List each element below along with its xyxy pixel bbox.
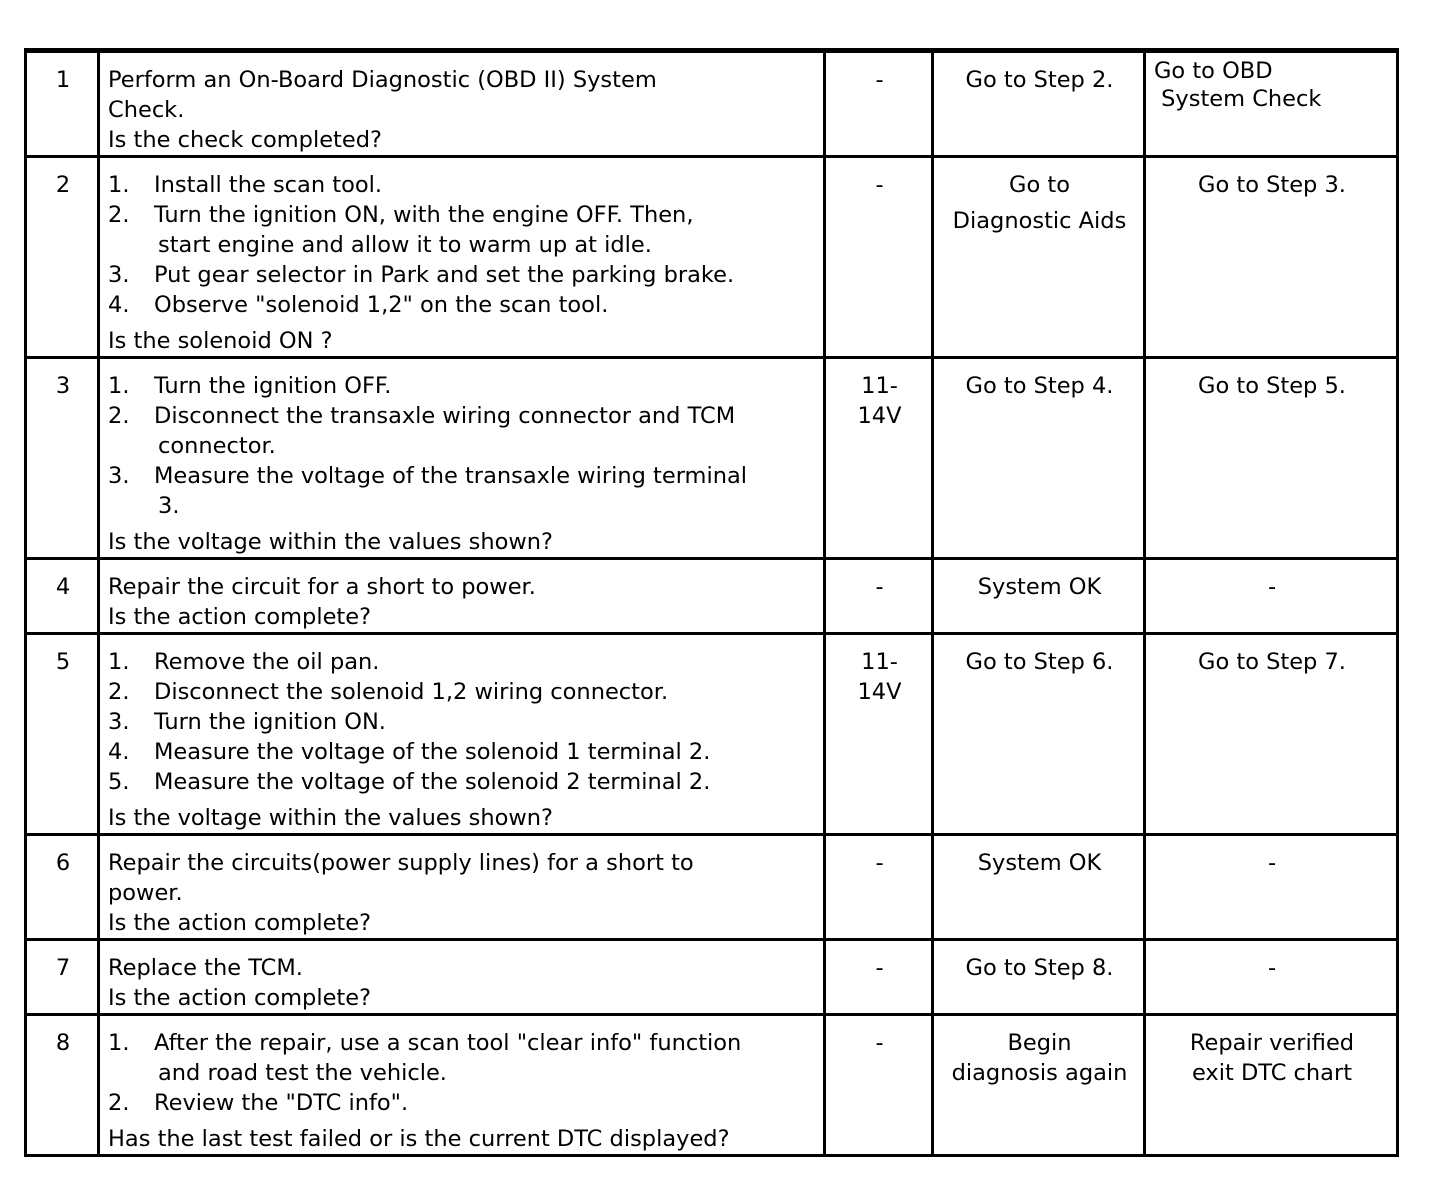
yes-cell	[933, 835, 1145, 940]
action-steps-list	[108, 1028, 817, 1118]
value-text: -	[875, 1030, 884, 1056]
action-question: Is the action complete?	[108, 985, 372, 1011]
list-item-line: Measure the voltage of the transaxle wiring terminal	[154, 463, 748, 489]
action-steps-list	[108, 170, 817, 320]
table-row	[26, 51, 1398, 157]
no-cell	[1145, 835, 1398, 940]
action-question: Has the last test failed or is the current DTC displayed?	[108, 1126, 730, 1152]
action-question: Is the voltage within the values shown?	[108, 529, 553, 555]
list-item-line: Review the "DTC info".	[154, 1090, 409, 1116]
list-item	[108, 461, 817, 521]
list-item-text	[154, 401, 817, 461]
no-cell	[1145, 940, 1398, 1015]
list-item-text	[154, 1028, 817, 1088]
value-text: -	[875, 955, 884, 981]
list-item-text	[154, 647, 817, 677]
list-item-text	[154, 677, 817, 707]
yes-cell	[933, 940, 1145, 1015]
value-cell	[825, 358, 933, 559]
value-text: -	[875, 172, 884, 198]
step-number: 1	[55, 67, 71, 93]
step-number: 6	[55, 850, 71, 876]
diagnostic-table	[24, 48, 1399, 1157]
list-item-line: Observe "solenoid 1,2" on the scan tool.	[154, 292, 609, 318]
action-steps-list	[108, 647, 817, 797]
table-row	[26, 1015, 1398, 1156]
action-question: Is the action complete?	[108, 910, 372, 936]
no-text-line: System Check	[1154, 86, 1322, 112]
list-item-line: Put gear selector in Park and set the parking brake.	[154, 262, 735, 288]
list-item-text	[154, 371, 817, 401]
list-item-line: Remove the oil pan.	[154, 649, 380, 675]
action-text-line: Perform an On-Board Diagnostic (OBD II) System	[108, 67, 657, 93]
list-item-number: 2.	[108, 403, 130, 429]
list-item-number: 1.	[108, 1030, 130, 1056]
yes-text-line: Go to Step 2.	[965, 67, 1114, 93]
diagnostic-table-body	[26, 51, 1398, 1156]
table-row	[26, 940, 1398, 1015]
list-item	[108, 371, 817, 401]
step-number: 7	[55, 955, 71, 981]
value-text: -	[875, 67, 884, 93]
list-item-line: Measure the voltage of the solenoid 1 terminal 2.	[154, 739, 711, 765]
list-item-text	[154, 461, 817, 521]
table-row	[26, 157, 1398, 358]
no-text-line: -	[1267, 955, 1277, 981]
yes-cell	[933, 157, 1145, 358]
list-item-text	[154, 170, 817, 200]
action-cell	[99, 835, 825, 940]
list-item	[108, 767, 817, 797]
list-item-number: 3.	[108, 463, 130, 489]
list-item-line: Turn the ignition ON.	[154, 709, 386, 735]
yes-text-line: Go to Step 8.	[965, 955, 1114, 981]
step-number: 2	[55, 172, 71, 198]
yes-text-line: Go to	[1009, 172, 1070, 198]
value-cell	[825, 157, 933, 358]
list-item-line: Install the scan tool.	[154, 172, 383, 198]
list-item	[108, 737, 817, 767]
list-item-line: Turn the ignition OFF.	[154, 373, 392, 399]
list-item-text	[154, 707, 817, 737]
value-cell	[825, 559, 933, 634]
value-text: -	[875, 850, 884, 876]
list-item	[108, 290, 817, 320]
no-text-line: Go to Step 5.	[1198, 373, 1346, 399]
yes-cell	[933, 1015, 1145, 1156]
value-cell	[825, 634, 933, 835]
list-item	[108, 1028, 817, 1088]
value-cell	[825, 835, 933, 940]
value-cell	[825, 1015, 933, 1156]
list-item-text	[154, 290, 817, 320]
action-text-line: Replace the TCM.	[108, 955, 303, 981]
action-cell	[99, 940, 825, 1015]
step-number-cell	[26, 358, 99, 559]
step-number-cell	[26, 940, 99, 1015]
action-cell	[99, 559, 825, 634]
list-item-line: Turn the ignition ON, with the engine OFF. Then,	[154, 202, 694, 228]
list-item	[108, 707, 817, 737]
list-item-number: 4.	[108, 292, 130, 318]
action-question: Is the voltage within the values shown?	[108, 805, 553, 831]
value-text: 11- 14V	[857, 373, 902, 429]
list-item-text	[154, 737, 817, 767]
table-row	[26, 835, 1398, 940]
list-item	[108, 677, 817, 707]
value-cell	[825, 940, 933, 1015]
value-text: 11- 14V	[857, 649, 902, 705]
list-item-number: 2.	[108, 202, 130, 228]
table-row	[26, 634, 1398, 835]
action-question: Is the check completed?	[108, 127, 382, 153]
step-number-cell	[26, 157, 99, 358]
action-steps-list	[108, 371, 817, 521]
action-text-line: power.	[108, 880, 183, 906]
list-item-number: 3.	[108, 709, 130, 735]
list-item-text	[154, 260, 817, 290]
list-item-number: 3.	[108, 262, 130, 288]
list-item-number: 1.	[108, 172, 130, 198]
step-number-cell	[26, 835, 99, 940]
no-text-line: exit DTC chart	[1191, 1060, 1353, 1086]
list-item-number: 5.	[108, 769, 130, 795]
table-row	[26, 358, 1398, 559]
yes-cell	[933, 358, 1145, 559]
action-cell	[99, 1015, 825, 1156]
list-item-line: Measure the voltage of the solenoid 2 terminal 2.	[154, 769, 711, 795]
list-item-line: and road test the vehicle.	[158, 1060, 447, 1086]
list-item-line: Disconnect the transaxle wiring connector and TCM	[154, 403, 736, 429]
action-text-line: Repair the circuits(power supply lines) for a short to	[108, 850, 694, 876]
action-text-line: Check.	[108, 97, 185, 123]
action-cell	[99, 157, 825, 358]
no-cell	[1145, 559, 1398, 634]
list-item-line: start engine and allow it to warm up at idle.	[158, 232, 652, 258]
yes-cell	[933, 51, 1145, 157]
step-number-cell	[26, 51, 99, 157]
action-text-line: Repair the circuit for a short to power.	[108, 574, 536, 600]
list-item	[108, 647, 817, 677]
step-number-cell	[26, 1015, 99, 1156]
yes-text-line: diagnosis again	[951, 1060, 1128, 1086]
list-item	[108, 170, 817, 200]
action-cell	[99, 51, 825, 157]
yes-text-line: System OK	[977, 850, 1102, 876]
table-row	[26, 559, 1398, 634]
yes-text-line: Go to Step 6.	[965, 649, 1114, 675]
action-cell	[99, 634, 825, 835]
yes-cell	[933, 634, 1145, 835]
list-item	[108, 1088, 817, 1118]
action-question: Is the solenoid ON ?	[108, 328, 333, 354]
value-cell	[825, 51, 933, 157]
step-number: 5	[55, 649, 71, 675]
list-item-number: 1.	[108, 373, 130, 399]
no-cell	[1145, 358, 1398, 559]
no-text-line: Repair verified	[1189, 1030, 1355, 1056]
action-question: Is the action complete?	[108, 604, 372, 630]
list-item	[108, 260, 817, 290]
yes-text-line: Begin	[1007, 1030, 1072, 1056]
list-item-line: connector.	[158, 433, 276, 459]
list-item-number: 4.	[108, 739, 130, 765]
yes-text-line: System OK	[977, 574, 1102, 600]
list-item-text	[154, 200, 817, 260]
step-number: 8	[55, 1030, 71, 1056]
list-item-line: After the repair, use a scan tool "clear info" function	[154, 1030, 742, 1056]
list-item-text	[154, 767, 817, 797]
no-cell	[1145, 51, 1398, 157]
value-text: -	[875, 574, 884, 600]
step-number: 4	[55, 574, 71, 600]
step-number-cell	[26, 634, 99, 835]
list-item-line: Disconnect the solenoid 1,2 wiring connector.	[154, 679, 669, 705]
yes-text-line: Go to Step 4.	[965, 373, 1114, 399]
step-number: 3	[55, 373, 71, 399]
list-item-number: 2.	[108, 679, 130, 705]
no-cell	[1145, 157, 1398, 358]
list-item	[108, 401, 817, 461]
no-cell	[1145, 634, 1398, 835]
no-text-line: Go to Step 7.	[1198, 649, 1346, 675]
yes-cell	[933, 559, 1145, 634]
no-text-line: Go to Step 3.	[1198, 172, 1346, 198]
no-text-line: -	[1267, 850, 1277, 876]
list-item-line: 3.	[158, 493, 180, 519]
list-item-text	[154, 1088, 817, 1118]
no-text-line: -	[1267, 574, 1277, 600]
no-cell	[1145, 1015, 1398, 1156]
action-cell	[99, 358, 825, 559]
list-item-number: 2.	[108, 1090, 130, 1116]
no-text-line: Go to OBD	[1154, 58, 1273, 84]
list-item-number: 1.	[108, 649, 130, 675]
yes-text-line: Diagnostic Aids	[952, 208, 1127, 234]
list-item	[108, 200, 817, 260]
step-number-cell	[26, 559, 99, 634]
